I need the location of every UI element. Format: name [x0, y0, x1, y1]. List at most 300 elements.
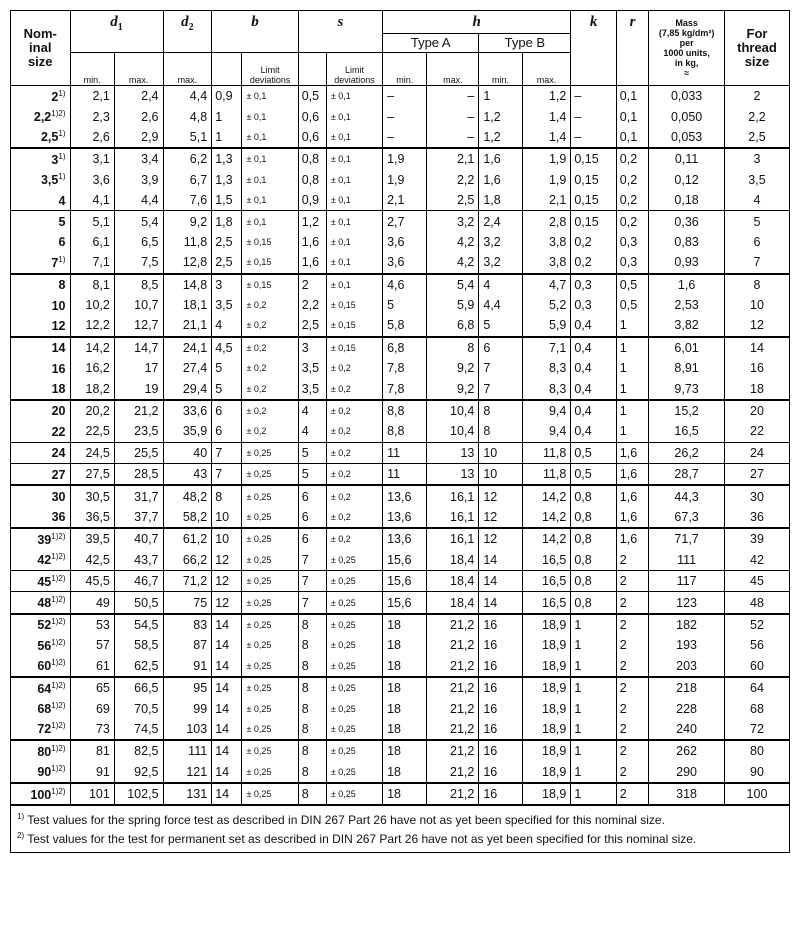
nominal-size-cell: 3$^{1)}$	[11, 148, 71, 169]
hamax-cell: 16,1	[427, 528, 479, 549]
b-cell: 1	[212, 127, 242, 148]
sdev-cell: ± 0,1	[326, 274, 382, 295]
b-cell: 1,3	[212, 148, 242, 169]
hbmax-cell: 16,5	[522, 570, 571, 591]
b-value-header	[212, 53, 242, 86]
hamax-cell: 8	[427, 337, 479, 358]
mass-cell: 8,91	[649, 358, 725, 378]
k-cell: 1	[571, 762, 616, 783]
r-cell: 2	[616, 656, 648, 677]
hamax-cell: 2,5	[427, 190, 479, 211]
bdev-cell: ± 0,25	[242, 592, 298, 614]
hbmin-cell: 14	[479, 550, 522, 571]
k-cell: 0,15	[571, 190, 616, 211]
sdev-cell: ± 0,15	[326, 337, 382, 358]
hbmin-cell: 5	[479, 315, 522, 336]
b-cell: 12	[212, 592, 242, 614]
s-cell: 2,2	[298, 295, 326, 315]
d1-max-header: max.	[114, 53, 163, 86]
r-cell: 1	[616, 421, 648, 442]
hbmin-cell: 1,8	[479, 190, 522, 211]
d1max-cell: 37,7	[114, 507, 163, 528]
hbmin-cell: 16	[479, 635, 522, 655]
s-cell: 8	[298, 635, 326, 655]
bdev-cell: ± 0,25	[242, 570, 298, 591]
b-cell: 8	[212, 485, 242, 506]
sdev-cell: ± 0,1	[326, 86, 382, 107]
b-cell: 14	[212, 614, 242, 635]
nominal-size-cell: 14	[11, 337, 71, 358]
d2-cell: 12,8	[163, 252, 212, 273]
bdev-cell: ± 0,25	[242, 740, 298, 761]
hbmax-cell: 11,8	[522, 464, 571, 486]
hamax-cell: 2,2	[427, 170, 479, 190]
hbmin-cell: 16	[479, 677, 522, 698]
mass-cell: 15,2	[649, 400, 725, 421]
nominal-size-cell: 12	[11, 315, 71, 336]
table-body	[11, 86, 790, 806]
table-row	[11, 740, 790, 761]
thr-cell: 22	[724, 421, 789, 442]
b-cell: 0,9	[212, 86, 242, 107]
hbmax-cell: 1,2	[522, 86, 571, 107]
nominal-size-cell: $64^{1)2)}$	[11, 677, 71, 698]
d1min-cell: 30,5	[70, 485, 114, 506]
hbmin-cell: 7	[479, 358, 522, 378]
hbmax-cell: 1,9	[522, 148, 571, 169]
bdev-cell: ± 0,1	[242, 86, 298, 107]
d1max-cell: 2,6	[114, 106, 163, 126]
b-dev-header: Limit deviations	[242, 53, 298, 86]
hamin-cell: 13,6	[383, 485, 427, 506]
bdev-cell: ± 0,2	[242, 337, 298, 358]
k-cell: 0,5	[571, 464, 616, 486]
sdev-cell: ± 0,2	[326, 507, 382, 528]
hbmax-cell: 8,3	[522, 358, 571, 378]
s-cell: 1,2	[298, 211, 326, 232]
thr-cell: 39	[724, 528, 789, 549]
type-a-header: Type A	[383, 34, 479, 53]
hamin-cell: 13,6	[383, 507, 427, 528]
d1max-cell: 3,9	[114, 170, 163, 190]
d1min-cell: 4,1	[70, 190, 114, 211]
hamax-cell: 21,2	[427, 719, 479, 740]
nominal-size-cell: $56^{1)2)}$	[11, 635, 71, 655]
hbmax-cell: 1,4	[522, 106, 571, 126]
d1min-cell: 36,5	[70, 507, 114, 528]
d1min-cell: 27,5	[70, 464, 114, 486]
bdev-cell: ± 0,25	[242, 698, 298, 718]
s-cell: 0,6	[298, 106, 326, 126]
mass-cell: 318	[649, 783, 725, 805]
d1min-cell: 49	[70, 592, 114, 614]
r-cell: 0,5	[616, 274, 648, 295]
s-cell: 8	[298, 719, 326, 740]
ha-max-header: max.	[427, 53, 479, 86]
nominal-size-cell: 5	[11, 211, 71, 232]
footnote-2: $^{2)}$ Test values for the test for permanent set as described in DIN 267 Part 26 have not as yet been specified for this nominal size.	[17, 831, 697, 847]
s-cell: 1,6	[298, 232, 326, 252]
mass-cell: 0,033	[649, 86, 725, 107]
thr-cell: 27	[724, 464, 789, 486]
mass-cell: 2,53	[649, 295, 725, 315]
hamin-cell: 11	[383, 464, 427, 486]
ha-min-header: min.	[383, 53, 427, 86]
hamax-cell: 21,2	[427, 698, 479, 718]
hbmin-cell: 7	[479, 378, 522, 399]
table-row	[11, 378, 790, 399]
d1max-cell: 21,2	[114, 400, 163, 421]
b-cell: 6	[212, 400, 242, 421]
hbmax-cell: 14,2	[522, 507, 571, 528]
table-row	[11, 274, 790, 295]
thr-cell: 56	[724, 635, 789, 655]
s-cell: 2,5	[298, 315, 326, 336]
hb-min-header: min.	[479, 53, 522, 86]
hbmin-cell: 8	[479, 400, 522, 421]
bdev-cell: ± 0,15	[242, 274, 298, 295]
r-cell: 2	[616, 570, 648, 591]
d1min-cell: 8,1	[70, 274, 114, 295]
hamax-cell: 6,8	[427, 315, 479, 336]
r-cell: 1,6	[616, 528, 648, 549]
r-cell: 0,1	[616, 86, 648, 107]
thr-cell: 20	[724, 400, 789, 421]
thr-cell: 2	[724, 86, 789, 107]
hamin-cell: 3,6	[383, 232, 427, 252]
bdev-cell: ± 0,25	[242, 719, 298, 740]
k-cell: 0,4	[571, 378, 616, 399]
hamax-cell: 21,2	[427, 614, 479, 635]
mass-cell: 26,2	[649, 442, 725, 463]
b-cell: 14	[212, 762, 242, 783]
hamax-cell: 3,2	[427, 211, 479, 232]
thr-cell: 5	[724, 211, 789, 232]
hamax-cell: 16,1	[427, 485, 479, 506]
s-value-header	[298, 53, 326, 86]
mass-cell: 182	[649, 614, 725, 635]
hamax-cell: –	[427, 127, 479, 148]
thr-cell: 68	[724, 698, 789, 718]
sdev-cell: ± 0,25	[326, 783, 382, 805]
hamax-cell: 4,2	[427, 232, 479, 252]
b-cell: 12	[212, 550, 242, 571]
d2-cell: 111	[163, 740, 212, 761]
nominal-size-cell: 20	[11, 400, 71, 421]
sdev-cell: ± 0,1	[326, 252, 382, 273]
s-cell: 8	[298, 698, 326, 718]
b-cell: 6	[212, 421, 242, 442]
d1max-cell: 23,5	[114, 421, 163, 442]
thr-cell: 48	[724, 592, 789, 614]
hbmin-cell: 1,6	[479, 170, 522, 190]
bdev-cell: ± 0,1	[242, 211, 298, 232]
b-cell: 12	[212, 570, 242, 591]
k-cell: 0,2	[571, 232, 616, 252]
nominal-size-cell: $90^{1)2)}$	[11, 762, 71, 783]
sdev-cell: ± 0,2	[326, 442, 382, 463]
bdev-cell: ± 0,1	[242, 127, 298, 148]
sdev-cell: ± 0,25	[326, 592, 382, 614]
r-cell: 0,5	[616, 295, 648, 315]
table-row	[11, 698, 790, 718]
mass-cell: 0,18	[649, 190, 725, 211]
s-cell: 0,9	[298, 190, 326, 211]
table-row	[11, 315, 790, 336]
hbmax-cell: 2,1	[522, 190, 571, 211]
bdev-cell: ± 0,25	[242, 485, 298, 506]
r-header: r	[616, 11, 648, 86]
hbmax-cell: 16,5	[522, 550, 571, 571]
thr-cell: 90	[724, 762, 789, 783]
r-cell: 2	[616, 677, 648, 698]
d2-cell: 40	[163, 442, 212, 463]
bdev-cell: ± 0,1	[242, 170, 298, 190]
hamax-cell: 18,4	[427, 592, 479, 614]
thr-cell: 6	[724, 232, 789, 252]
hbmax-cell: 18,9	[522, 677, 571, 698]
sdev-cell: ± 0,1	[326, 170, 382, 190]
k-cell: 0,8	[571, 507, 616, 528]
s-cell: 6	[298, 507, 326, 528]
table-row	[11, 252, 790, 273]
d2-cell: 58,2	[163, 507, 212, 528]
b-cell: 14	[212, 719, 242, 740]
nominal-size-cell: 8	[11, 274, 71, 295]
hbmin-cell: 6	[479, 337, 522, 358]
hbmax-cell: 5,9	[522, 315, 571, 336]
sdev-cell: ± 0,1	[326, 190, 382, 211]
d1max-cell: 50,5	[114, 592, 163, 614]
hamin-cell: 1,9	[383, 148, 427, 169]
bdev-cell: ± 0,2	[242, 315, 298, 336]
k-cell: 0,4	[571, 400, 616, 421]
hbmax-cell: 1,9	[522, 170, 571, 190]
s-cell: 8	[298, 677, 326, 698]
hbmax-cell: 18,9	[522, 740, 571, 761]
hamax-cell: 4,2	[427, 252, 479, 273]
d1max-cell: 19	[114, 378, 163, 399]
nominal-size-cell: 27	[11, 464, 71, 486]
k-cell: 0,4	[571, 315, 616, 336]
d2-cell: 11,8	[163, 232, 212, 252]
hamin-cell: 11	[383, 442, 427, 463]
hamax-cell: 21,2	[427, 783, 479, 805]
d1min-cell: 2,3	[70, 106, 114, 126]
k-cell: 1	[571, 635, 616, 655]
table-row	[11, 464, 790, 486]
r-cell: 0,1	[616, 106, 648, 126]
bdev-cell: ± 0,15	[242, 252, 298, 273]
bdev-cell: ± 0,25	[242, 783, 298, 805]
r-cell: 1	[616, 378, 648, 399]
hamin-cell: 4,6	[383, 274, 427, 295]
d1max-cell: 82,5	[114, 740, 163, 761]
hbmin-cell: 14	[479, 570, 522, 591]
nominal-size-cell: 10	[11, 295, 71, 315]
thr-cell: 42	[724, 550, 789, 571]
hamin-cell: 6,8	[383, 337, 427, 358]
d1max-cell: 58,5	[114, 635, 163, 655]
thr-cell: 12	[724, 315, 789, 336]
nominal-size-cell: $100^{1)2)}$	[11, 783, 71, 805]
d1max-cell: 5,4	[114, 211, 163, 232]
d1min-cell: 42,5	[70, 550, 114, 571]
table-row	[11, 719, 790, 740]
thr-cell: 36	[724, 507, 789, 528]
hbmax-cell: 14,2	[522, 485, 571, 506]
hamax-cell: 18,4	[427, 570, 479, 591]
type-b-header: Type B	[479, 34, 571, 53]
sdev-cell: ± 0,15	[326, 315, 382, 336]
d1min-cell: 45,5	[70, 570, 114, 591]
d2-cell: 48,2	[163, 485, 212, 506]
d1max-cell: 102,5	[114, 783, 163, 805]
hamin-cell: 18	[383, 698, 427, 718]
nominal-size-cell: $45^{1)2)}$	[11, 570, 71, 591]
d1max-cell: 54,5	[114, 614, 163, 635]
d1max-cell: 3,4	[114, 148, 163, 169]
d1max-cell: 10,7	[114, 295, 163, 315]
d1max-cell: 17	[114, 358, 163, 378]
table-row	[11, 211, 790, 232]
table-row	[11, 148, 790, 169]
bdev-cell: ± 0,25	[242, 677, 298, 698]
hamax-cell: 5,4	[427, 274, 479, 295]
table-row	[11, 127, 790, 148]
d1min-cell: 2,1	[70, 86, 114, 107]
s-cell: 0,5	[298, 86, 326, 107]
d2-cell: 75	[163, 592, 212, 614]
thr-cell: 80	[724, 740, 789, 761]
hamin-cell: 5,8	[383, 315, 427, 336]
d2-cell: 24,1	[163, 337, 212, 358]
footnotes	[10, 806, 790, 853]
s-header: s	[298, 11, 382, 53]
bdev-cell: ± 0,15	[242, 232, 298, 252]
thr-cell: 3	[724, 148, 789, 169]
b-cell: 14	[212, 677, 242, 698]
table-row	[11, 232, 790, 252]
d1max-cell: 43,7	[114, 550, 163, 571]
d1max-cell: 66,5	[114, 677, 163, 698]
bdev-cell: ± 0,25	[242, 635, 298, 655]
mass-cell: 193	[649, 635, 725, 655]
d1min-cell: 3,1	[70, 148, 114, 169]
hbmin-cell: 2,4	[479, 211, 522, 232]
b-cell: 1	[212, 106, 242, 126]
hbmin-cell: 1,2	[479, 106, 522, 126]
thr-cell: 10	[724, 295, 789, 315]
b-cell: 7	[212, 464, 242, 486]
hamin-cell: –	[383, 86, 427, 107]
d1max-cell: 25,5	[114, 442, 163, 463]
d1min-cell: 39,5	[70, 528, 114, 549]
hamin-cell: –	[383, 127, 427, 148]
thread-size-header: For thread size	[724, 11, 789, 86]
hamin-cell: 18	[383, 783, 427, 805]
d1max-cell: 46,7	[114, 570, 163, 591]
d2-cell: 66,2	[163, 550, 212, 571]
hamax-cell: 21,2	[427, 656, 479, 677]
r-cell: 2	[616, 719, 648, 740]
sdev-cell: ± 0,25	[326, 762, 382, 783]
sdev-cell: ± 0,1	[326, 127, 382, 148]
r-cell: 0,2	[616, 148, 648, 169]
nominal-size-cell: 18	[11, 378, 71, 399]
s-dev-header: Limit deviations	[326, 53, 382, 86]
hbmin-cell: 16	[479, 783, 522, 805]
s-cell: 8	[298, 740, 326, 761]
thr-cell: 3,5	[724, 170, 789, 190]
bdev-cell: ± 0,1	[242, 148, 298, 169]
d2-cell: 4,4	[163, 86, 212, 107]
hamin-cell: 8,8	[383, 421, 427, 442]
sdev-cell: ± 0,25	[326, 635, 382, 655]
thr-cell: 60	[724, 656, 789, 677]
hamin-cell: 5	[383, 295, 427, 315]
sdev-cell: ± 0,25	[326, 740, 382, 761]
bdev-cell: ± 0,25	[242, 762, 298, 783]
s-cell: 5	[298, 442, 326, 463]
hbmin-cell: 16	[479, 719, 522, 740]
bdev-cell: ± 0,2	[242, 378, 298, 399]
hbmin-cell: 1	[479, 86, 522, 107]
hamin-cell: 15,6	[383, 592, 427, 614]
hbmin-cell: 4,4	[479, 295, 522, 315]
mass-cell: 1,6	[649, 274, 725, 295]
thr-cell: 4	[724, 190, 789, 211]
thr-cell: 16	[724, 358, 789, 378]
d2-cell: 14,8	[163, 274, 212, 295]
thr-cell: 8	[724, 274, 789, 295]
k-cell: 0,15	[571, 170, 616, 190]
sdev-cell: ± 0,25	[326, 719, 382, 740]
hbmax-cell: 18,9	[522, 656, 571, 677]
bdev-cell: ± 0,25	[242, 614, 298, 635]
d1-min-header: min.	[70, 53, 114, 86]
nominal-size-cell: 30	[11, 485, 71, 506]
hamax-cell: 13	[427, 442, 479, 463]
sdev-cell: ± 0,1	[326, 211, 382, 232]
nominal-size-cell: 16	[11, 358, 71, 378]
hbmax-cell: 7,1	[522, 337, 571, 358]
r-cell: 0,1	[616, 127, 648, 148]
d1max-cell: 92,5	[114, 762, 163, 783]
mass-cell: 0,36	[649, 211, 725, 232]
bdev-cell: ± 0,25	[242, 442, 298, 463]
k-cell: 1	[571, 783, 616, 805]
mass-cell: 0,93	[649, 252, 725, 273]
hamin-cell: 13,6	[383, 528, 427, 549]
nominal-size-cell: 3,5$^{1)}$	[11, 170, 71, 190]
b-cell: 14	[212, 656, 242, 677]
hbmax-cell: 14,2	[522, 528, 571, 549]
nominal-size-cell: $48^{1)2)}$	[11, 592, 71, 614]
bdev-cell: ± 0,25	[242, 464, 298, 486]
d1min-cell: 5,1	[70, 211, 114, 232]
k-cell: 1	[571, 740, 616, 761]
hbmin-cell: 10	[479, 442, 522, 463]
sdev-cell: ± 0,1	[326, 106, 382, 126]
hamin-cell: 2,1	[383, 190, 427, 211]
d1min-cell: 53	[70, 614, 114, 635]
b-cell: 2,5	[212, 232, 242, 252]
nominal-size-cell: 24	[11, 442, 71, 463]
nominal-size-cell: 2$^{1)}$	[11, 86, 71, 107]
r-cell: 2	[616, 698, 648, 718]
hbmax-cell: 11,8	[522, 442, 571, 463]
